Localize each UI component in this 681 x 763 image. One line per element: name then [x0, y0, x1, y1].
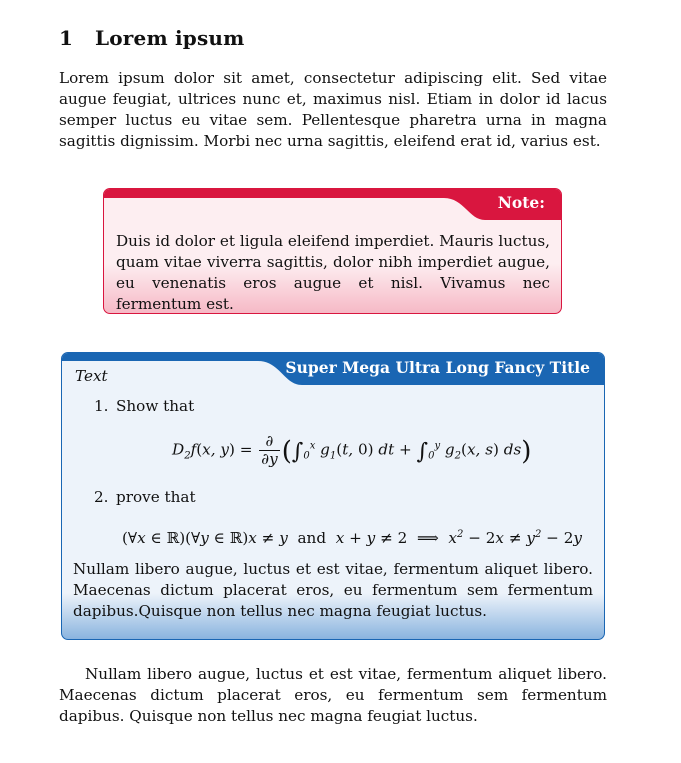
closing-paragraph-text: Nullam libero augue, luctus et est vitae, fermentum aliquet libero. Maecenas dictum placerat eros, eu fermentum sem fermentum dapibus. Quisque non tellus nec magna feugiat luctus.	[59, 665, 607, 725]
fancy-body: Nullam libero augue, luctus et est vitae, fermentum aliquet libero. Maecenas dictum placerat eros, eu fermentum sem fermentum dapibus.Quisque non tellus nec magna feugiat luctus.	[73, 560, 593, 620]
list-item-number: 1.	[94, 397, 109, 415]
list-item	[94, 397, 194, 415]
list-item-text: Show that	[116, 397, 195, 415]
list-item-number: 2.	[94, 488, 109, 506]
note-title-bar	[104, 189, 561, 223]
closing-paragraph	[59, 664, 607, 727]
note-title: Note:	[497, 193, 545, 212]
section-title: Lorem ipsum	[95, 26, 245, 50]
fancy-title: Super Mega Ultra Long Fancy Title	[285, 358, 590, 377]
list-item-text: prove that	[116, 488, 196, 506]
note-body: Duis id dolor et ligula eleifend imperdiet. Mauris luctus, quam vitae viverra sagittis, dolor nibh imperdiet augue, eu venenatis eros augue et nisl. Vivamus nec fermentum est.	[116, 232, 550, 313]
equation-derivative: $D_2f(x$, y) = $\frac{\partial}{\partial y}$ ($\int_0^x$ $g_1(t$, 0) dt + $\int_0^y$ $g_2(x$, s) ds)	[172, 432, 532, 468]
list-item	[94, 488, 196, 506]
fancy-box	[61, 352, 605, 640]
intro-paragraph: Lorem ipsum dolor sit amet, consectetur adipiscing elit. Sed vitae augue feugiat, ultrices nunc et, maximus nisl. Etiam in dolor id lacus semper luctus eu vitae sem. Pellentesque pharetra urna in magna sagittis dignissim. Morbi nec urna sagittis, eleifend erat id, varius est.	[59, 69, 607, 150]
fancy-label: Text	[75, 367, 108, 385]
section-heading	[59, 26, 245, 50]
section-number: 1	[59, 26, 74, 50]
note-box	[103, 188, 562, 314]
equation-inequality: (∀x ∈ ℝ)(∀y ∈ ℝ)x ≠ y and x + y ≠ 2 ⟹ $x^2 - 2x \ne y^2 - 2y$	[122, 529, 582, 548]
